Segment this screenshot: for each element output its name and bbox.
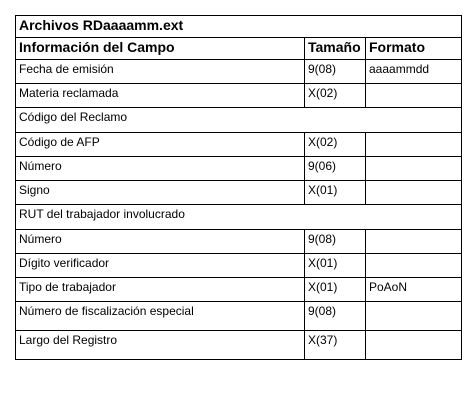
table-row: [16, 133, 462, 157]
format-cell: [366, 181, 462, 205]
format-cell: [366, 302, 462, 331]
section-row: [16, 108, 462, 133]
format-cell: [366, 254, 462, 278]
table-row: [16, 157, 462, 181]
size-cell: X(01): [305, 181, 366, 205]
field-cell: Fecha de emisión: [16, 60, 305, 84]
table-row: [16, 60, 462, 84]
header-format: Formato: [366, 38, 462, 60]
format-cell: [366, 133, 462, 157]
table-row: [16, 302, 462, 331]
format-cell: [366, 84, 462, 108]
size-cell: 9(08): [305, 230, 366, 254]
size-cell: 9(08): [305, 60, 366, 84]
field-cell: Materia reclamada: [16, 84, 305, 108]
section-label: Código del Reclamo: [16, 108, 462, 133]
size-cell: X(02): [305, 133, 366, 157]
table-row: [16, 331, 462, 360]
size-cell: X(02): [305, 84, 366, 108]
header-field: Información del Campo: [16, 38, 305, 60]
field-cell: Tipo de trabajador: [16, 278, 305, 302]
field-cell: Código de AFP: [16, 133, 305, 157]
table-row: [16, 230, 462, 254]
field-cell: Número: [16, 230, 305, 254]
size-cell: X(01): [305, 254, 366, 278]
field-cell: Número de fiscalización especial: [16, 302, 305, 331]
format-cell: PoAoN: [366, 278, 462, 302]
table-row: [16, 278, 462, 302]
size-cell: 9(08): [305, 302, 366, 331]
size-cell: X(37): [305, 331, 366, 360]
section-label: RUT del trabajador involucrado: [16, 205, 462, 230]
field-cell: Signo: [16, 181, 305, 205]
table-row: [16, 181, 462, 205]
size-cell: X(01): [305, 278, 366, 302]
record-spec-table: [15, 15, 462, 360]
table-title-row: [16, 16, 462, 38]
field-cell: Largo del Registro: [16, 331, 305, 360]
table-row: [16, 254, 462, 278]
section-row: [16, 205, 462, 230]
table-title: Archivos RDaaaamm.ext: [16, 16, 462, 38]
format-cell: [366, 331, 462, 360]
field-cell: Número: [16, 157, 305, 181]
table-row: [16, 84, 462, 108]
format-cell: [366, 230, 462, 254]
size-cell: 9(06): [305, 157, 366, 181]
header-size: Tamaño: [305, 38, 366, 60]
format-cell: aaaammdd: [366, 60, 462, 84]
table-header-row: [16, 38, 462, 60]
format-cell: [366, 157, 462, 181]
field-cell: Dígito verificador: [16, 254, 305, 278]
